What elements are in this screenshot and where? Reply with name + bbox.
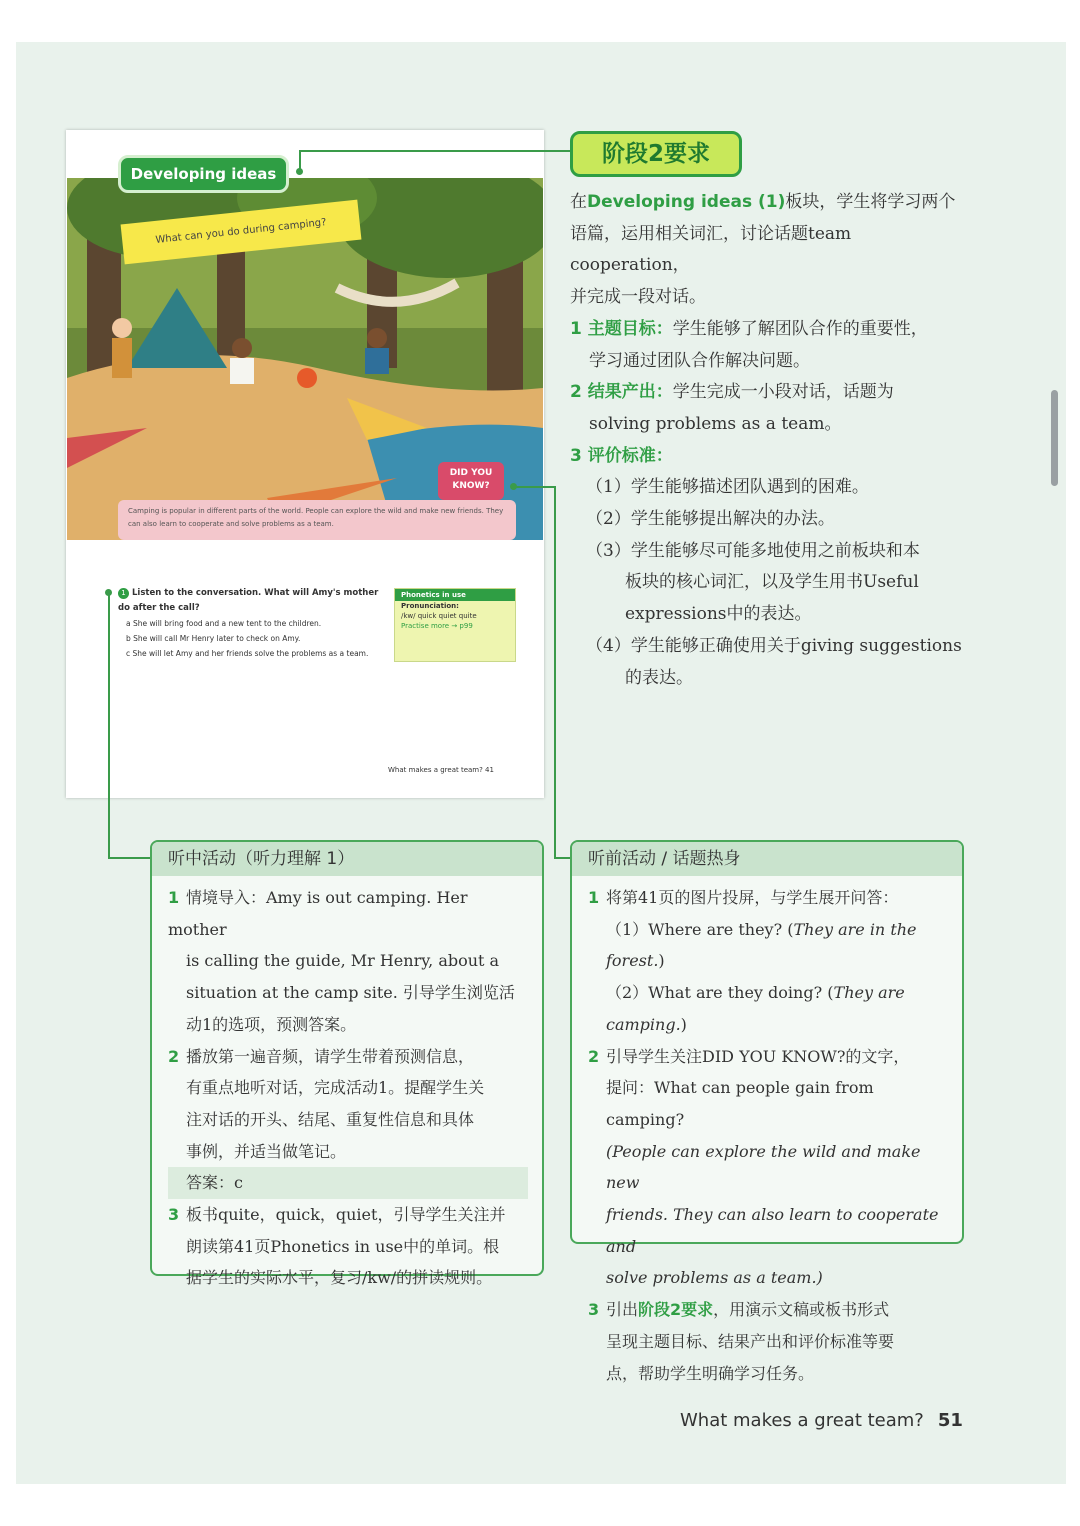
- item-text: ，用演示文稿或板书形式: [713, 1300, 890, 1320]
- did-you-know-tag: DID YOU KNOW?: [438, 462, 504, 500]
- scrollbar[interactable]: [1051, 390, 1058, 486]
- item-number: 3: [168, 1205, 180, 1225]
- connector-dot: [510, 483, 517, 490]
- output-text: 学生完成一小段对话，话题为: [672, 382, 894, 403]
- eval-criterion-4: 的表达。: [625, 667, 693, 688]
- item-text: 有重点地听对话，完成活动1。提醒学生关: [186, 1078, 485, 1098]
- answer-text: friends. They can also learn to cooperate and: [606, 1205, 939, 1256]
- item-text: 点，帮助学生明确学习任务。: [606, 1363, 815, 1383]
- item-text: 提问：What can people gain from camping?: [606, 1078, 874, 1129]
- intro-text: 板块，学生将学习两个: [785, 192, 956, 212]
- eval-criterion-2: （2）学生能够提出解决的办法。: [586, 509, 835, 530]
- output-label: 2 结果产出：: [570, 382, 673, 403]
- while-listening-header: 听中活动（听力理解 1）: [152, 842, 542, 876]
- footer-title: What makes a great team?: [680, 1410, 924, 1431]
- stage2-requirements: [570, 187, 970, 694]
- item-text: 呈现主题目标、结果产出和评价标准等要: [606, 1331, 895, 1351]
- item-text: 引出: [606, 1300, 639, 1320]
- connector-right-drop: [554, 486, 556, 858]
- listening-question: Listen to the conversation. What will Amy's mother do after the call?: [118, 588, 379, 613]
- item-number: 2: [588, 1046, 600, 1066]
- page-footer: [680, 1410, 963, 1431]
- option-b: b She will call Mr Henry later to check on Amy.: [126, 634, 301, 643]
- item-text: 板书quite，quick，quiet，引导学生关注并: [186, 1205, 506, 1225]
- connector-top: [299, 150, 571, 152]
- eval-criterion-1: （1）学生能够描述团队遇到的困难。: [586, 477, 869, 498]
- item-text: 朗读第41页Phonetics in use中的单词。根: [186, 1236, 500, 1256]
- item-number: 1: [168, 888, 180, 907]
- section-highlight: Developing ideas (1): [587, 192, 786, 212]
- eval-criterion-3: （3）学生能够尽可能多地使用之前板块和本: [586, 540, 920, 561]
- intro-text: 在: [570, 192, 587, 212]
- connector-right: [513, 486, 555, 488]
- connector-left-foot: [108, 857, 152, 859]
- connector-dot: [105, 589, 112, 596]
- question-text: （2）What are they doing? (: [606, 983, 834, 1003]
- question-text: ): [680, 1014, 687, 1034]
- stage2-badge: 阶段2要求: [570, 131, 742, 177]
- item-text: 引导学生关注DID YOU KNOW?的文字，: [606, 1046, 910, 1066]
- pre-listening-box: [570, 840, 964, 1383]
- option-c: c She will let Amy and her friends solve the problems as a team.: [126, 649, 369, 658]
- item-text: is calling the guide, Mr Henry, about a: [186, 951, 500, 971]
- connector-dot: [296, 168, 303, 175]
- stage2-reference: 阶段2要求: [638, 1300, 714, 1320]
- question-text: （1）Where are they? (: [606, 919, 794, 939]
- answer-text: They are in the forest.: [606, 919, 917, 971]
- item-number: 2: [168, 1046, 180, 1066]
- pronunciation-words: /kw/ quick quiet quite: [401, 612, 477, 620]
- item-text: 将第41页的图片投屏，与学生展开问答：: [606, 888, 899, 907]
- eval-criterion-3: 板块的核心词汇，以及学生用书Useful: [625, 572, 919, 593]
- eval-criterion-3: expressions中的表达。: [625, 604, 812, 625]
- goal-text: 学生能够了解团队合作的重要性，: [672, 318, 928, 339]
- developing-ideas-badge: Developing ideas: [118, 155, 289, 193]
- item-number: 3: [588, 1300, 600, 1320]
- option-a: a She will bring food and a new tent to the children.: [126, 619, 322, 628]
- goal-text: 学习通过团队合作解决问题。: [589, 350, 810, 371]
- page-number: 51: [937, 1410, 963, 1431]
- question-banner: What can you do during camping?: [121, 200, 362, 265]
- item-text: 事例，并适当做笔记。: [186, 1141, 347, 1161]
- while-listening-box: [150, 840, 544, 1288]
- listening-activity: [118, 586, 384, 661]
- output-text: solving problems as a team。: [589, 413, 842, 434]
- camping-text-box: Camping is popular in different parts of the world. People can explore the wild and make new friends. They can also learn to cooperate and solve problems as a team.: [118, 500, 516, 540]
- pronunciation-label: Pronunciation:: [401, 602, 459, 610]
- item-text: 情境导入：Amy is out camping. Her mother: [168, 888, 468, 939]
- eval-criterion-4: （4）学生能够正确使用关于giving suggestions: [586, 635, 962, 656]
- item-text: situation at the camp site. 引导学生浏览活: [186, 983, 515, 1003]
- intro-text: 语篇，运用相关词汇，讨论话题team cooperation，: [570, 223, 852, 276]
- item-text: 播放第一遍音频，请学生带着预测信息，: [186, 1046, 475, 1066]
- item-text: 据学生的实际水平，复习/kw/的拼读规则。: [186, 1268, 493, 1288]
- practise-more: Practise more → p99: [401, 622, 473, 630]
- activity-number: 1: [118, 588, 129, 599]
- question-text: ): [658, 951, 665, 971]
- goal-label: 1 主题目标：: [570, 318, 673, 339]
- thumbnail-footer: What makes a great team? 41: [388, 766, 494, 774]
- intro-text: 并完成一段对话。: [570, 287, 706, 308]
- item-text: 动1的选项，预测答案。: [186, 1014, 357, 1034]
- item-number: 1: [588, 888, 600, 907]
- answer-text: (People can explore the wild and make new: [606, 1141, 921, 1193]
- phonetics-box: [394, 588, 516, 662]
- pre-listening-header: 听前活动 / 话题热身: [572, 842, 962, 876]
- item-text: 注对话的开头、结尾、重复性信息和具体: [186, 1109, 475, 1129]
- answer-row: 答案：c: [168, 1167, 528, 1199]
- answer-text: solve problems as a team.): [606, 1268, 823, 1288]
- eval-label: 3 评价标准：: [570, 445, 673, 466]
- answer-text: They are camping.: [606, 983, 905, 1034]
- phonetics-title: Phonetics in use: [395, 589, 515, 601]
- connector-left: [108, 592, 110, 858]
